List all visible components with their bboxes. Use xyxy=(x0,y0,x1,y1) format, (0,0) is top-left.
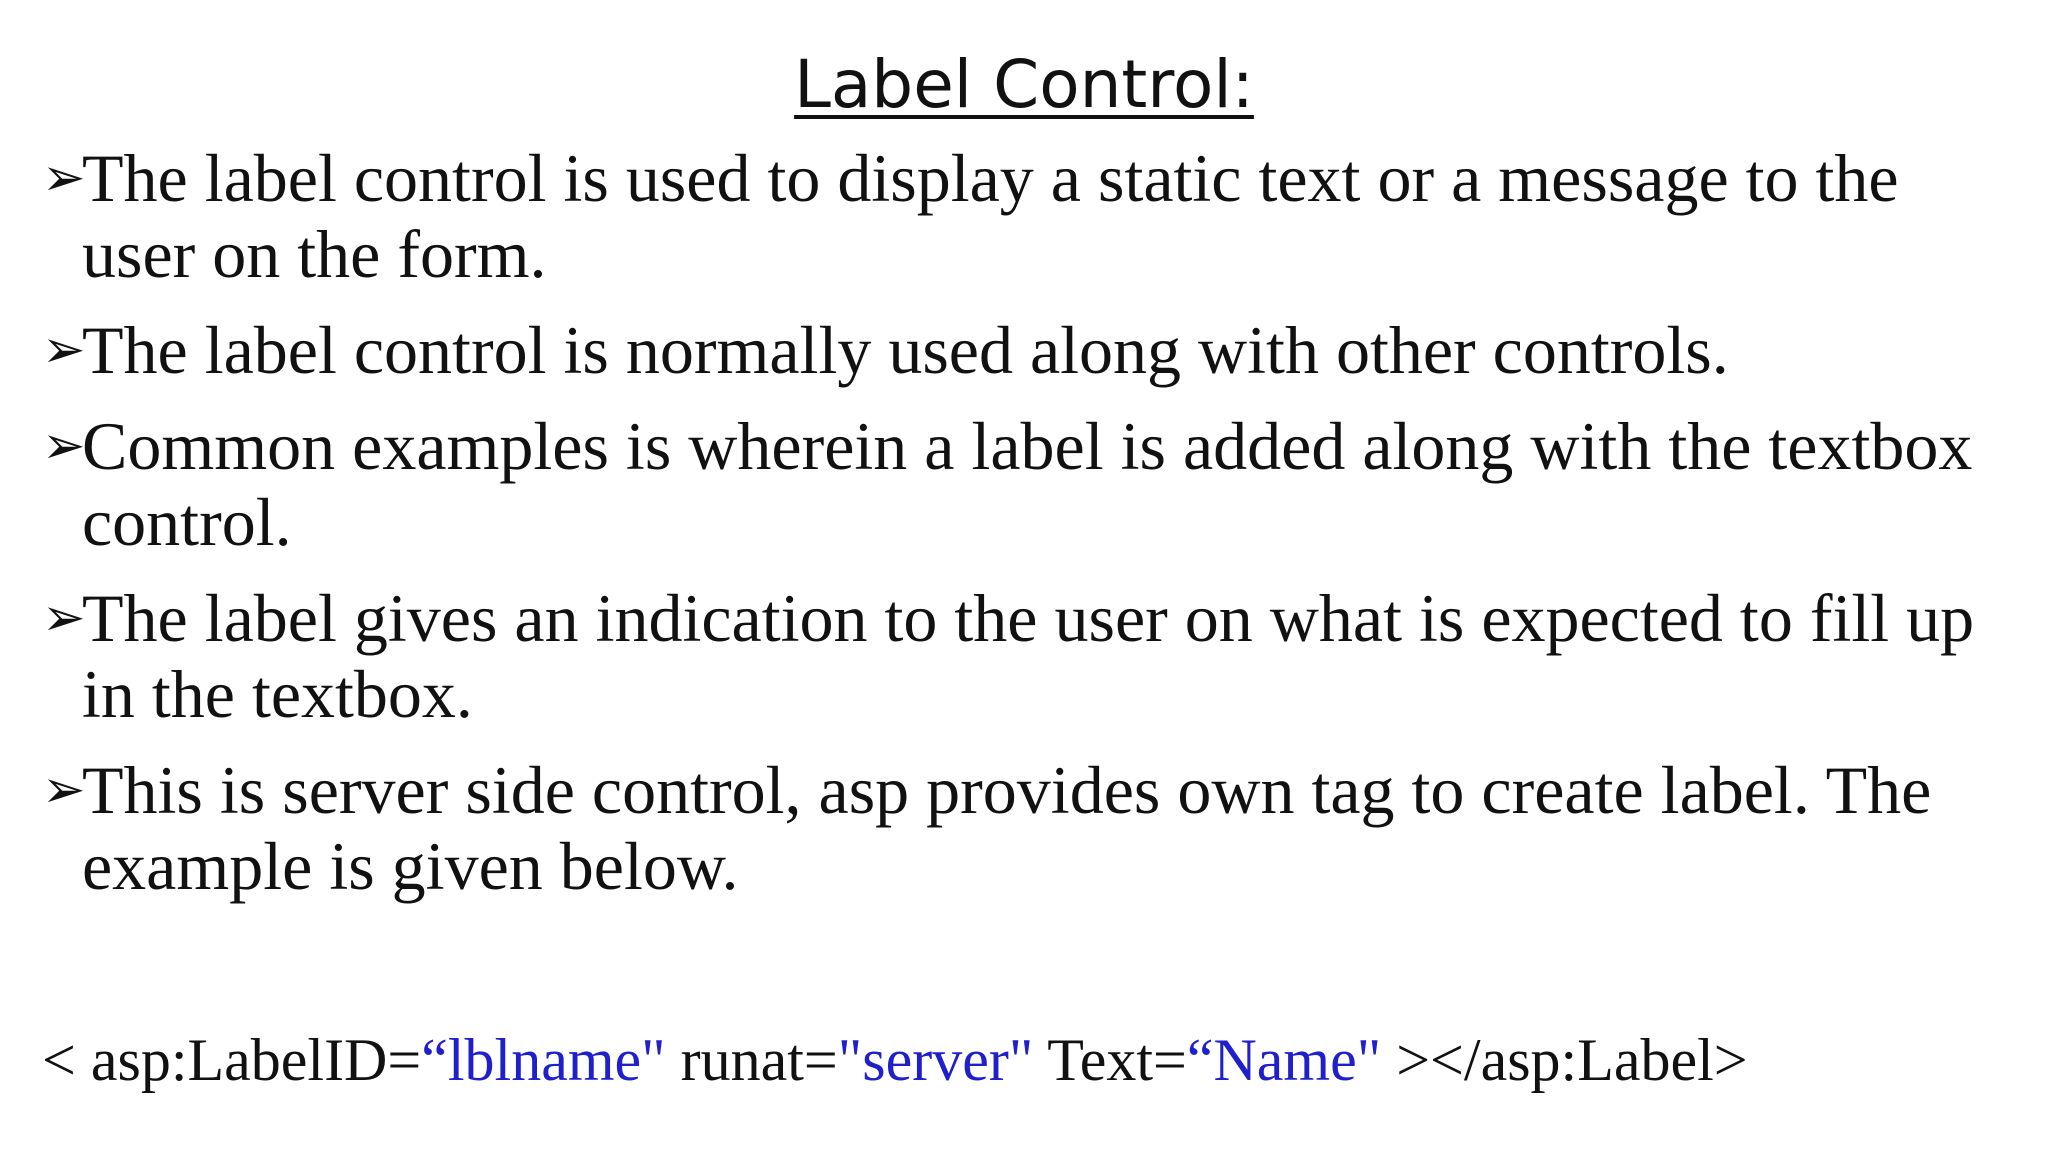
bullet-item xyxy=(42,752,2002,904)
bullet-item xyxy=(42,312,2002,388)
arrow-bullet-icon: ➢ xyxy=(42,588,86,648)
slide-title xyxy=(0,40,2048,130)
code-open-tag: < asp:LabelID= xyxy=(42,1027,422,1093)
bullet-item xyxy=(42,580,2002,732)
bullet-text: The label control is normally used along with other controls. xyxy=(82,312,1729,388)
bullet-text: The label control is used to display a static text or a message to the user on the form. xyxy=(82,140,1899,292)
code-text-attr: Text= xyxy=(1033,1027,1187,1093)
bullet-item xyxy=(42,408,2002,560)
code-runat-attr: runat= xyxy=(665,1027,838,1093)
bullet-text: This is server side control, asp provides own tag to create label. The example is given below. xyxy=(82,752,1932,904)
code-id-value: “lblname" xyxy=(421,1027,666,1093)
arrow-bullet-icon: ➢ xyxy=(42,148,86,208)
bullet-text: The label gives an indication to the user on what is expected to fill up in the textbox. xyxy=(82,580,1975,732)
slide-title-text: Label Control: xyxy=(794,46,1254,123)
arrow-bullet-icon: ➢ xyxy=(42,760,86,820)
bullet-list xyxy=(42,140,2002,924)
bullet-text: Common examples is wherein a label is added along with the textbox control. xyxy=(82,408,1973,560)
arrow-bullet-icon: ➢ xyxy=(42,320,86,380)
bullet-item xyxy=(42,140,2002,292)
code-text-value: “Name" xyxy=(1186,1027,1382,1093)
code-runat-value: "server" xyxy=(837,1027,1034,1093)
code-example xyxy=(42,1022,1748,1098)
arrow-bullet-icon: ➢ xyxy=(42,416,86,476)
code-close-tag: ></asp:Label> xyxy=(1381,1027,1748,1093)
